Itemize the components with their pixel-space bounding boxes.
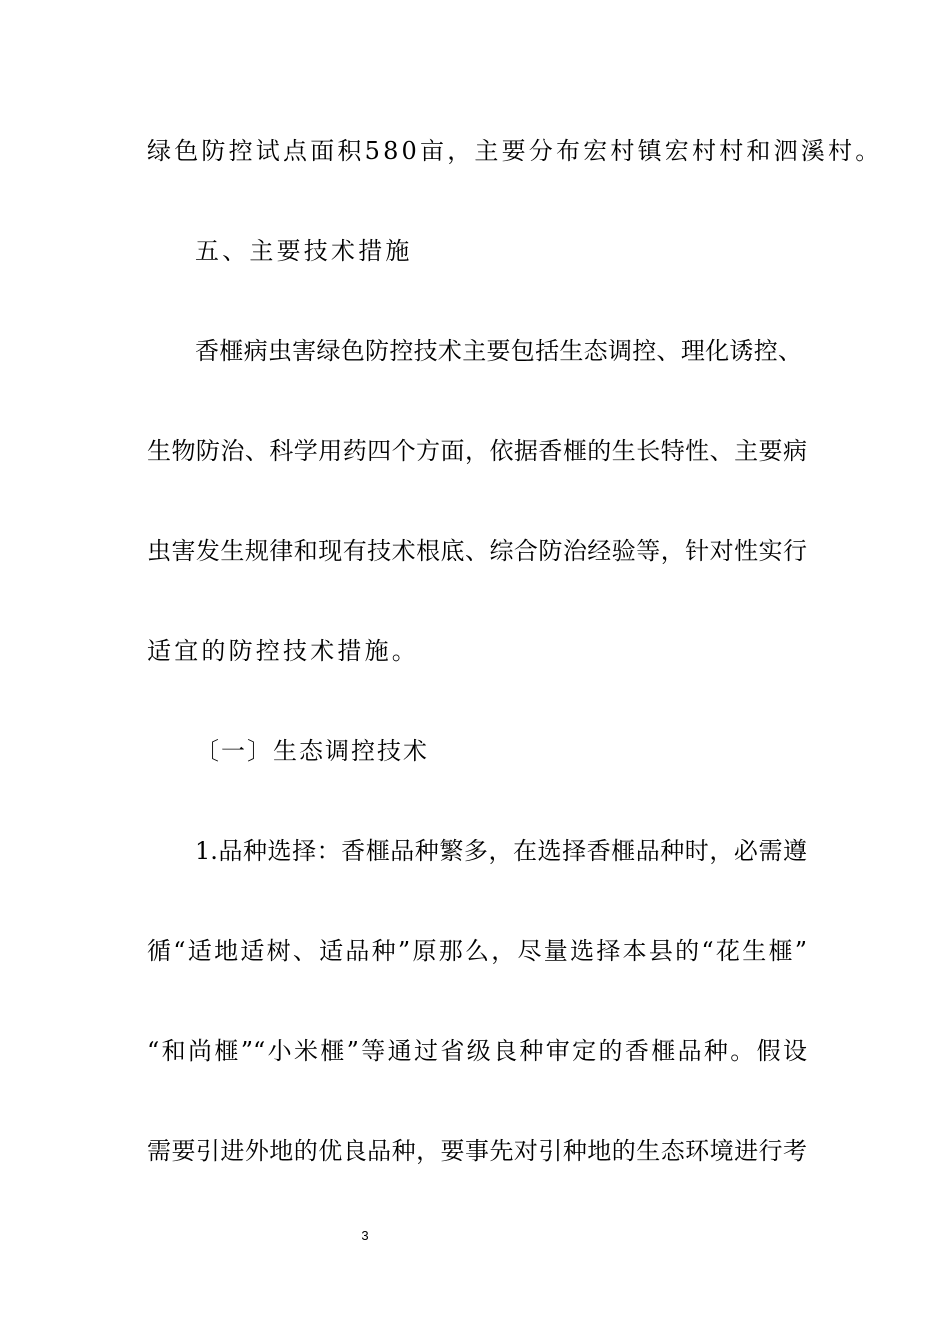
body-text-line: “和尚榧”“小米榧”等通过省级良种审定的香榧品种。假设 — [147, 1037, 807, 1065]
body-text-line: 需要引进外地的优良品种，要事先对引种地的生态环境进行考 — [147, 1137, 807, 1165]
body-text-line: 1.品种选择：香榧品种繁多，在选择香榧品种时，必需遵 — [195, 837, 807, 865]
body-text-line: 适宜的防控技术措施。 — [147, 637, 419, 665]
subsection-heading: 〔一〕生态调控技术 — [195, 737, 429, 765]
page-number: 3 — [361, 1228, 369, 1243]
section-heading: 五、主要技术措施 — [195, 237, 413, 265]
body-text-line: 绿色防控试点面积580亩，主要分布宏村镇宏村村和泗溪村。 — [147, 137, 883, 165]
body-text-line: 循“适地适树、适品种”原那么，尽量选择本县的“花生榧” — [147, 937, 807, 965]
body-text-line: 生物防治、科学用药四个方面，依据香榧的生长特性、主要病 — [147, 437, 807, 465]
body-text-line: 虫害发生规律和现有技术根底、综合防治经验等，针对性实行 — [147, 537, 807, 565]
body-text-line: 香榧病虫害绿色防控技术主要包括生态调控、理化诱控、 — [195, 337, 802, 365]
